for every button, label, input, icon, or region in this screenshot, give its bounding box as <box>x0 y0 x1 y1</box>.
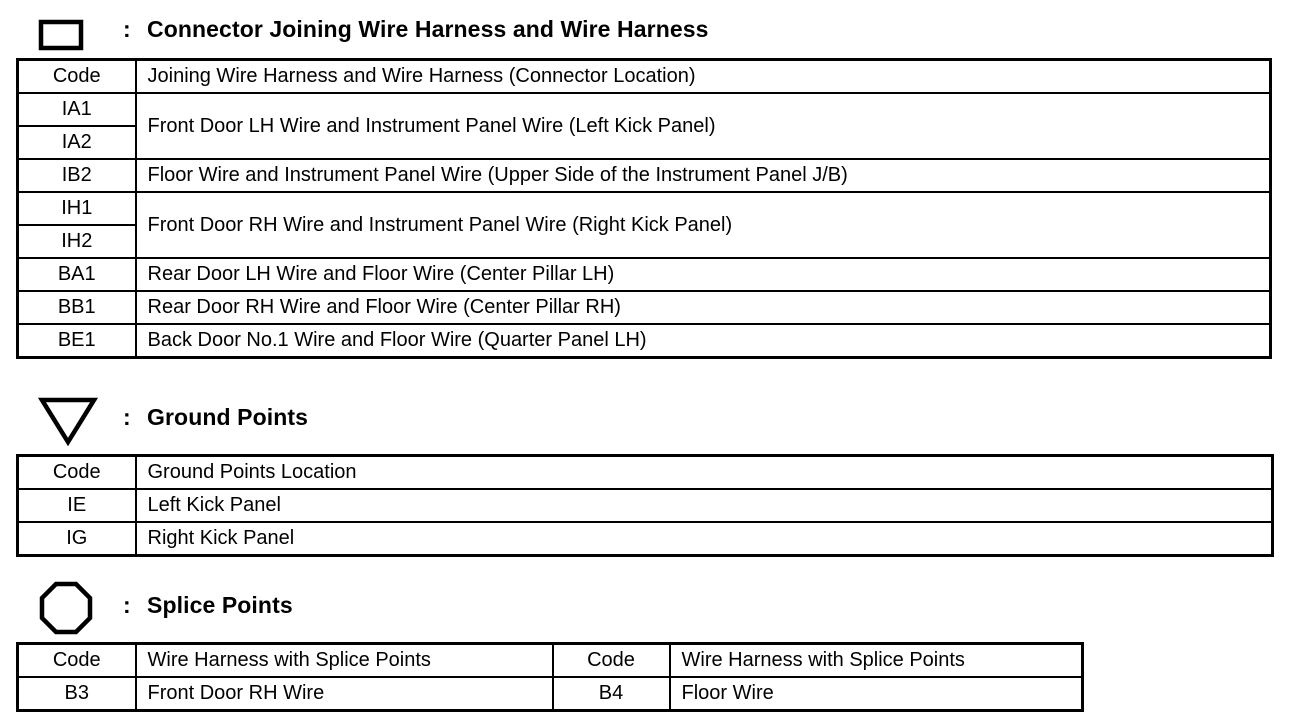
ground-table <box>16 454 1274 557</box>
table-row <box>18 324 1271 358</box>
connector-title: Connector Joining Wire Harness and Wire Harness <box>147 16 709 42</box>
section-title <box>123 404 308 431</box>
description-cell: Front Door RH Wire <box>136 677 553 711</box>
code-cell: B3 <box>18 677 136 711</box>
code-cell: IA1 <box>18 93 136 126</box>
header-code: Code <box>18 644 136 678</box>
title-colon: : <box>123 404 131 430</box>
square-outline-icon <box>38 18 86 52</box>
description-cell: Front Door LH Wire and Instrument Panel Wire (Left Kick Panel) <box>136 93 1271 159</box>
header-code: Code <box>18 456 136 490</box>
header-code: Code <box>18 60 136 94</box>
ground-section-header <box>0 394 600 446</box>
connector-section-header <box>0 8 900 60</box>
description-cell: Rear Door LH Wire and Floor Wire (Center Pillar LH) <box>136 258 1271 291</box>
header-description: Joining Wire Harness and Wire Harness (Connector Location) <box>136 60 1271 94</box>
table-header-row <box>18 456 1273 490</box>
description-cell: Back Door No.1 Wire and Floor Wire (Quarter Panel LH) <box>136 324 1271 358</box>
header-description: Wire Harness with Splice Points <box>670 644 1083 678</box>
description-cell: Floor Wire and Instrument Panel Wire (Upper Side of the Instrument Panel J/B) <box>136 159 1271 192</box>
code-cell: BE1 <box>18 324 136 358</box>
title-colon: : <box>123 16 131 42</box>
table-row <box>18 93 1271 126</box>
splice-table <box>16 642 1084 712</box>
code-cell: IE <box>18 489 136 522</box>
code-cell: IH1 <box>18 192 136 225</box>
header-description: Wire Harness with Splice Points <box>136 644 553 678</box>
octagon-outline-icon <box>38 580 94 636</box>
code-cell: BB1 <box>18 291 136 324</box>
table-row <box>18 159 1271 192</box>
ground-title: Ground Points <box>147 404 309 430</box>
table-header-row <box>18 60 1271 94</box>
inverted-triangle-icon <box>38 396 98 446</box>
code-cell: BA1 <box>18 258 136 291</box>
description-cell: Rear Door RH Wire and Floor Wire (Center Pillar RH) <box>136 291 1271 324</box>
splice-section-header <box>0 578 600 630</box>
table-row <box>18 677 1083 711</box>
table-row <box>18 489 1273 522</box>
code-cell: IB2 <box>18 159 136 192</box>
table-row <box>18 291 1271 324</box>
code-cell: B4 <box>553 677 670 711</box>
table-header-row <box>18 644 1083 678</box>
code-cell: IG <box>18 522 136 556</box>
code-cell: IH2 <box>18 225 136 258</box>
header-code: Code <box>553 644 670 678</box>
description-cell: Left Kick Panel <box>136 489 1273 522</box>
section-title <box>123 592 293 619</box>
table-row <box>18 258 1271 291</box>
table-row <box>18 522 1273 556</box>
code-cell: IA2 <box>18 126 136 159</box>
table-row <box>18 192 1271 225</box>
connector-table <box>16 58 1272 359</box>
description-cell: Front Door RH Wire and Instrument Panel Wire (Right Kick Panel) <box>136 192 1271 258</box>
description-cell: Right Kick Panel <box>136 522 1273 556</box>
header-description: Ground Points Location <box>136 456 1273 490</box>
description-cell: Floor Wire <box>670 677 1083 711</box>
splice-title: Splice Points <box>147 592 293 618</box>
section-title <box>123 16 709 43</box>
title-colon: : <box>123 592 131 618</box>
